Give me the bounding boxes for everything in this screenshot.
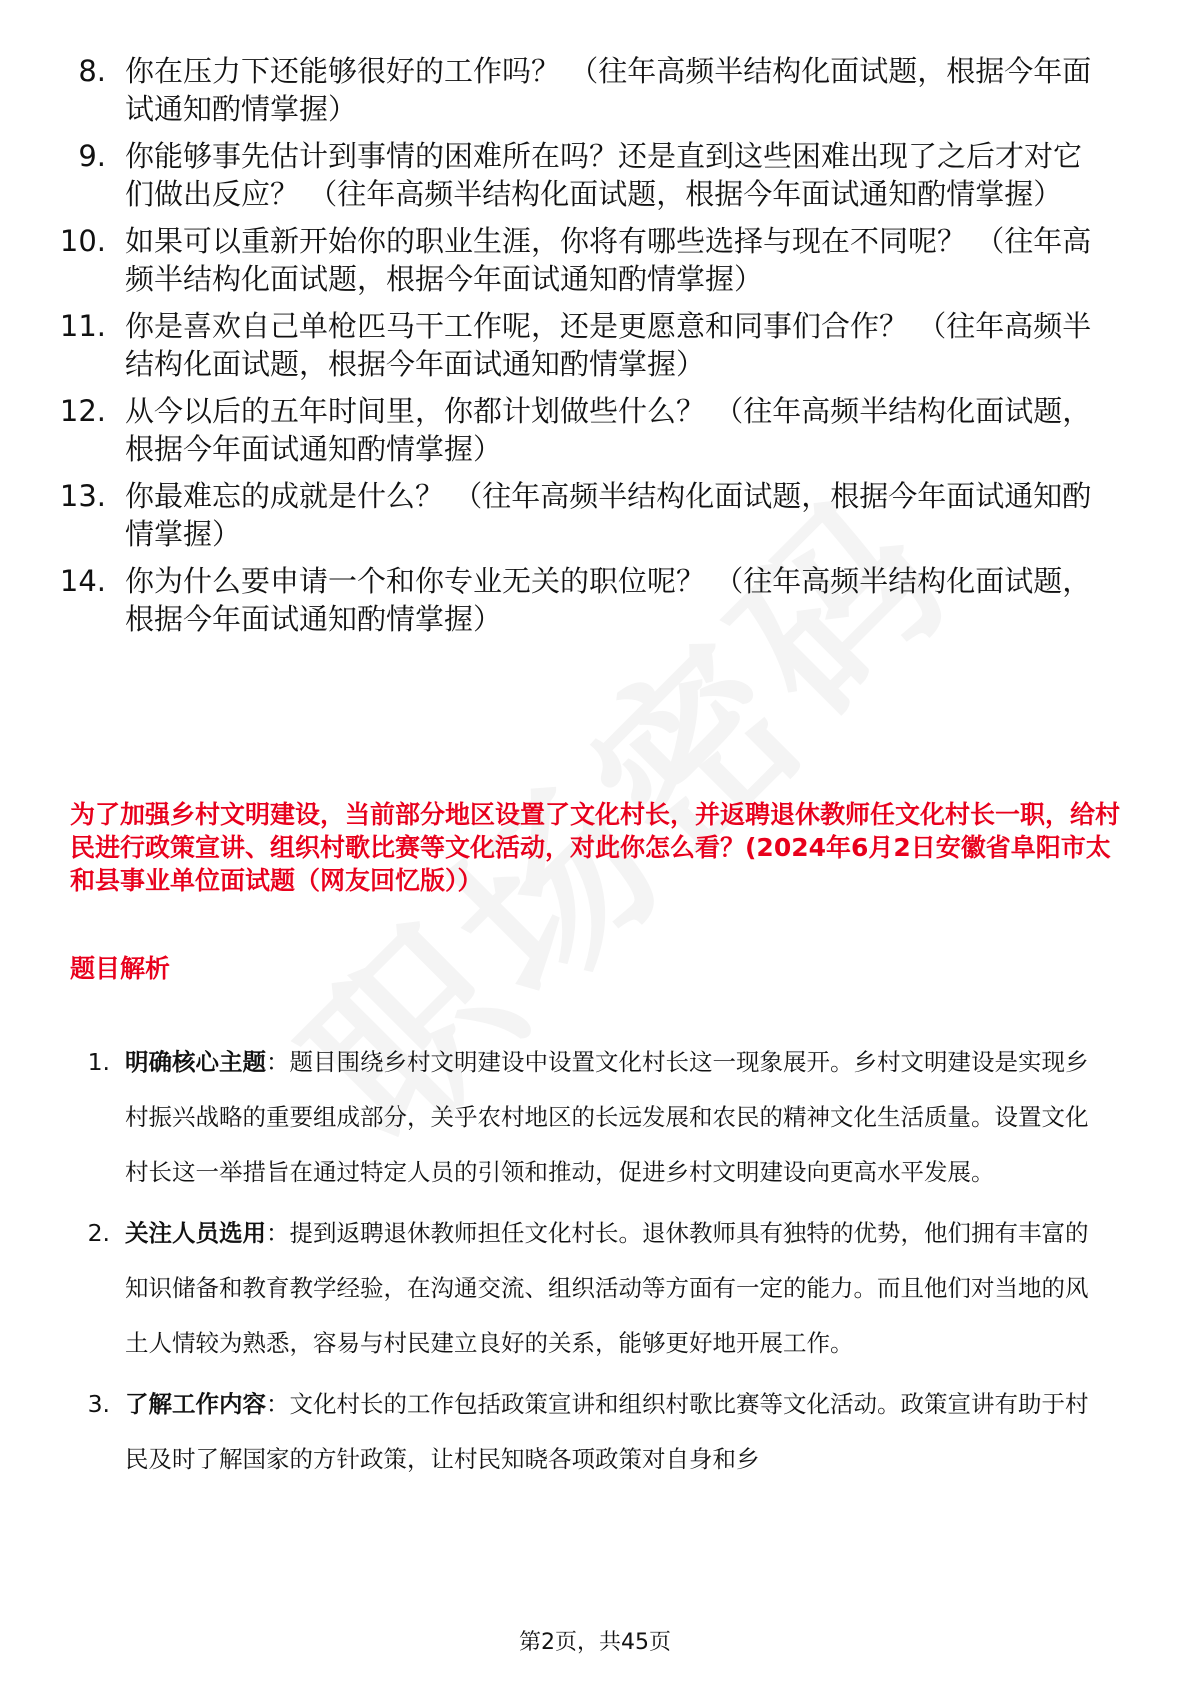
analysis-list xyxy=(0,1035,1190,1493)
analysis-heading: 关注人员选用 xyxy=(125,1219,266,1247)
question-item-13 xyxy=(0,477,1190,553)
question-number: 10. xyxy=(59,224,106,258)
question-text: 如果可以重新开始你的职业生涯，你将有哪些选择与现在不同呢？ （往年高频半结构化面试题，根据今年面试通知酌情掌握） xyxy=(125,224,1092,296)
analysis-item-3 xyxy=(0,1377,1190,1487)
question-item-9 xyxy=(0,137,1190,213)
question-text: 从今以后的五年时间里，你都计划做些什么？ （往年高频半结构化面试题，根据今年面试通知酌情掌握） xyxy=(125,394,1092,466)
question-text: 你最难忘的成就是什么？ （往年高频半结构化面试题，根据今年面试通知酌情掌握） xyxy=(125,479,1092,551)
analysis-text: ：文化村长的工作包括政策宣讲和组织村歌比赛等文化活动。政策宣讲有助于村民及时了解国家的方针政策，让村民知晓各项政策对自身和乡 xyxy=(125,1390,1089,1473)
analysis-heading: 了解工作内容 xyxy=(125,1390,266,1418)
question-item-11 xyxy=(0,307,1190,383)
analysis-item-2 xyxy=(0,1206,1190,1371)
question-item-10 xyxy=(0,222,1190,298)
question-item-8 xyxy=(0,52,1190,128)
featured-question: 为了加强乡村文明建设，当前部分地区设置了文化村长，并返聘退休教师任文化村长一职，给村民进行政策宣讲、组织村歌比赛等文化活动，对此你怎么看？(2024年6月2日安徽省阜阳市太和县事业单位面试题（网友回忆版）） xyxy=(70,800,1121,895)
question-text: 你为什么要申请一个和你专业无关的职位呢？ （往年高频半结构化面试题，根据今年面试通知酌情掌握） xyxy=(125,564,1092,636)
question-number: 8. xyxy=(78,54,106,88)
question-list xyxy=(0,52,1190,647)
analysis-text: ：提到返聘退休教师担任文化村长。退休教师具有独特的优势，他们拥有丰富的知识储备和教育教学经验，在沟通交流、组织活动等方面有一定的能力。而且他们对当地的风土人情较为熟悉，容易与村民建立良好的关系，能够更好地开展工作。 xyxy=(125,1219,1089,1357)
question-number: 14. xyxy=(59,564,106,598)
question-text: 你是喜欢自己单枪匹马干工作呢，还是更愿意和同事们合作？ （往年高频半结构化面试题，根据今年面试通知酌情掌握） xyxy=(125,309,1092,381)
question-item-12 xyxy=(0,392,1190,468)
question-text: 你在压力下还能够很好的工作吗？ （往年高频半结构化面试题，根据今年面试通知酌情掌握） xyxy=(125,54,1092,126)
analysis-number: 2. xyxy=(87,1219,110,1247)
analysis-item-1 xyxy=(0,1035,1190,1200)
analysis-number: 1. xyxy=(87,1048,110,1076)
analysis-heading: 明确核心主题 xyxy=(125,1048,266,1076)
question-number: 9. xyxy=(78,139,106,173)
question-item-14 xyxy=(0,562,1190,638)
analysis-text: ：题目围绕乡村文明建设中设置文化村长这一现象展开。乡村文明建设是实现乡村振兴战略的重要组成部分，关乎农村地区的长远发展和农民的精神文化生活质量。设置文化村长这一举措旨在通过特定人员的引领和推动，促进乡村文明建设向更高水平发展。 xyxy=(125,1048,1089,1186)
question-number: 12. xyxy=(59,394,106,428)
question-text: 你能够事先估计到事情的困难所在吗？还是直到这些困难出现了之后才对它们做出反应？ （往年高频半结构化面试题，根据今年面试通知酌情掌握） xyxy=(125,139,1083,211)
analysis-title: 题目解析 xyxy=(70,954,171,983)
question-number: 13. xyxy=(59,479,106,513)
page-footer: 第2页，共45页 xyxy=(519,1630,671,1655)
analysis-number: 3. xyxy=(87,1390,110,1418)
question-number: 11. xyxy=(59,309,106,343)
